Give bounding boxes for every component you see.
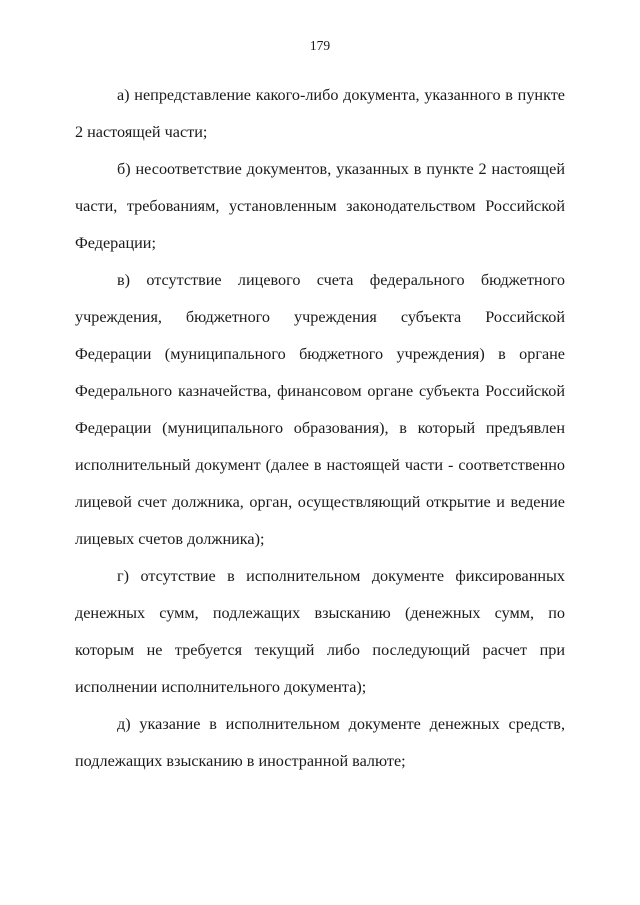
paragraph-v: в) отсутствие лицевого счета федерального бюджетного учреждения, бюджетного учреждения субъекта Российской Федерации (муниципального бюджетного учреждения) в органе Федерального казначейства, финансовом органе субъекта Российской Федерации (муниципального образования), в который предъявлен исполнительный документ (далее в настоящей части - соответственно лицевой счет должника, орган, осуществляющий открытие и ведение лицевых счетов должника); xyxy=(75,271,565,548)
paragraph-b: б) несоответствие документов, указанных в пункте 2 настоящей части, требованиям, установленным законодательством Российской Федерации; xyxy=(75,160,565,252)
paragraph-d: д) указание в исполнительном документе денежных средств, подлежащих взысканию в иностранной валюте; xyxy=(75,715,565,770)
document-body xyxy=(75,77,565,780)
paragraph-g: г) отсутствие в исполнительном документе фиксированных денежных сумм, подлежащих взысканию (денежных сумм, по которым не требуется текущий либо последующий расчет при исполнении исполнительного документа); xyxy=(75,567,565,696)
paragraph-a: а) непредставление какого-либо документа, указанного в пункте 2 настоящей части; xyxy=(75,86,565,141)
page-number: 179 xyxy=(309,38,331,53)
